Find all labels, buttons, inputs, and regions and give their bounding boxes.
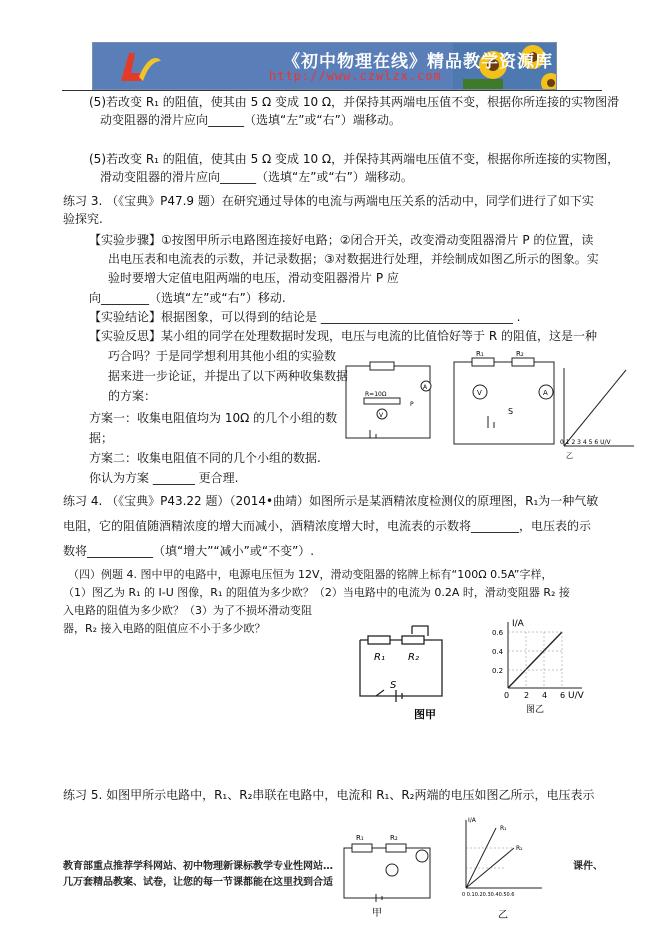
ex3-fig-v: V [379,412,384,419]
ex-si-fig-x1: 2 [524,691,530,700]
ex3-steps4: 向________（选填“左”或“右”）移动. [89,291,286,305]
ex5-fig-r1: R₁ [356,834,364,842]
ex-si-fig-y3: 0.2 [492,667,504,675]
ex4-line3: 数将___________（填“增大”“减小”或“不变”）. [63,544,315,558]
ex-si-fig-x3: 6 [560,691,566,700]
ex5-line1: 练习 5. 如图甲所示电路中，R₁、R₂串联在电路中，电流和 R₁、R₂两端的电压如图乙所示，电压表示 [63,788,595,802]
ex3-fig-a2: A [543,389,548,397]
ex3-fig-xaxis: 0 1 2 3 4 5 6 U/V [560,439,611,446]
ex3-fig-r1: R₁ [476,350,484,358]
ex-si-line4: 器，R₂ 接入电路的阻值应不小于多少欧？ [63,622,266,635]
ex5-fig-jia: 甲 [372,908,382,919]
ex-si-fig-y2: 0.4 [492,648,504,656]
ex3-fig-v2: V [477,389,482,397]
ex-si-fig-jia: 图甲 [414,708,436,721]
ex-si-graph-yi [482,614,588,714]
ex5-fig-xaxis: 0 0.10.20.30.40.50.6 [462,892,515,898]
footer-line2: 几万套精品教案、试卷，让您的每一节课都能在这里找到合适 [63,877,333,888]
ex3-steps2: 出电压表和电流表的示数，并记录数据；③对数据进行处理，并绘制成如图乙所示的图象。实 [108,252,599,266]
ex3-fig-p: P [410,401,414,408]
ex-si-fig-y1: 0.6 [492,629,504,637]
ex-si-fig-r2: R₂ [408,652,419,663]
ex3-plan1b: 据； [89,431,114,445]
ex5-graph-yi [452,812,544,924]
ex3-steps1: 【实验步骤】①按图甲所示电路图连接好电路；②闭合开关，改变滑动变阻器滑片 P 的位置，读 [89,233,594,247]
ex3-conclusion: 【实验结论】根据图象，可以得到的结论是 ________________________________ . [89,310,521,324]
ex5-fig-r1b: R₁ [500,825,507,832]
ex-si-fig-r1: R₁ [374,652,385,663]
ex-si-fig-yi: 图乙 [526,705,545,714]
ex3-line2: 验探究. [63,212,103,226]
ex3-fig-r0: R=10Ω [365,391,387,398]
logo-icon [113,47,163,85]
ex-si-fig-s: S [390,680,397,691]
ex3-steps3: 验时要增大定值电阻两端的电压，滑动变阻器滑片 P 应 [108,271,399,285]
ex3-reflect4: 的方案： [108,389,157,403]
ex5-circuit-jia [336,830,436,920]
ex4-line2: 电阻，它的阻值随酒精浓度的增大而减小，酒精浓度增大时，电流表的示数将________，电压表的示 [63,519,592,533]
ex5-fig-r2b: R₂ [516,845,523,852]
banner-title: 《初中物理在线》精品教学资源库 [283,52,553,72]
ex-si-fig-ylabel: I/A [512,619,524,629]
ex3-line1: 练习 3. （《宝典》P47.9 题）在研究通过导体的电流与两端电压关系的活动中，同学们进行了如下实 [63,194,594,208]
ex3-circuit-yi [448,348,638,460]
ex-si-circuit-jia [352,618,448,722]
ex4-line1: 练习 4. （《宝典》P43.22 题）（2014•曲靖）如图所示是某酒精浓度检测仪的原理图，R₁为一种气敏 [63,494,599,508]
ex3-reflect1: 【实验反思】某小组的同学在处理数据时发现，电压与电流的比值恰好等于 R 的阻值，这是一种 [89,329,597,343]
q5a-line2: 动变阻器的滑片应向______（选填“左”或“右”）端移动。 [100,113,401,127]
ex-si-fig-x2: 4 [542,691,548,700]
ex3-fig-a: A [423,384,428,391]
ex3-plan1a: 方案一：收集电阻值均为 10Ω 的几个小组的数 [89,411,338,425]
header-banner [92,42,557,90]
ex3-reflect3: 据来进一步论证，并提出了以下两种收集数据 [108,369,349,383]
ex3-circuit-jia [340,356,436,452]
ex-si-line2: （1）图乙为 R₁ 的 I-U 图像，R₁ 的阻值为多少欧？（2）当电路中的电流为 0.2A 时，滑动变阻器 R₂ 接 [63,586,570,599]
footer-line1: 教育部重点推荐学科网站、初中物理新课标教学专业性网站… [63,861,333,872]
ex3-choice: 你认为方案 _______ 更合理. [89,471,239,485]
ex5-fig-r2: R₂ [390,834,398,842]
ex-si-fig-x0: 0 [504,691,510,700]
ex3-fig-s: S [508,407,514,416]
ex3-fig-r2: R₂ [516,350,524,358]
divider [62,90,602,91]
ex-si-line3: 入电路的阻值为多少欧？（3）为了不损坏滑动变阻 [63,604,312,617]
q5b-line1: (5)若改变 R₁ 的阻值，使其由 5 Ω 变成 10 Ω，并保持其两端电压值不变，根据你所连接的实物图， [89,152,620,166]
q5b-line2: 滑动变阻器的滑片应向______（选填“左”或“右”）端移动。 [100,170,413,184]
ex3-reflect2: 巧合吗？于是同学想利用其他小组的实验数 [108,349,337,363]
ex3-fig-yi: 乙 [566,452,573,460]
footer-line1-right: 课件、 [573,861,603,872]
q5a-line1: (5)若改变 R₁ 的阻值，使其由 5 Ω 变成 10 Ω，并保持其两端电压值不变，根据你所连接的实物图滑 [89,95,620,109]
ex5-fig-ylabel: I/A [468,817,476,824]
ex5-fig-yi: 乙 [498,910,508,921]
ex-si-fig-xlabel: U/V [568,691,584,701]
ex3-plan2: 方案二：收集电阻值不同的几个小组的数据. [89,451,321,465]
banner-url[interactable]: http://www.czwlzx.com [269,69,442,83]
ex-si-line1: （四）例题 4. 图中甲的电路中，电源电压恒为 12V，滑动变阻器的铭牌上标有“100Ω 0.5A”字样， [68,568,553,581]
